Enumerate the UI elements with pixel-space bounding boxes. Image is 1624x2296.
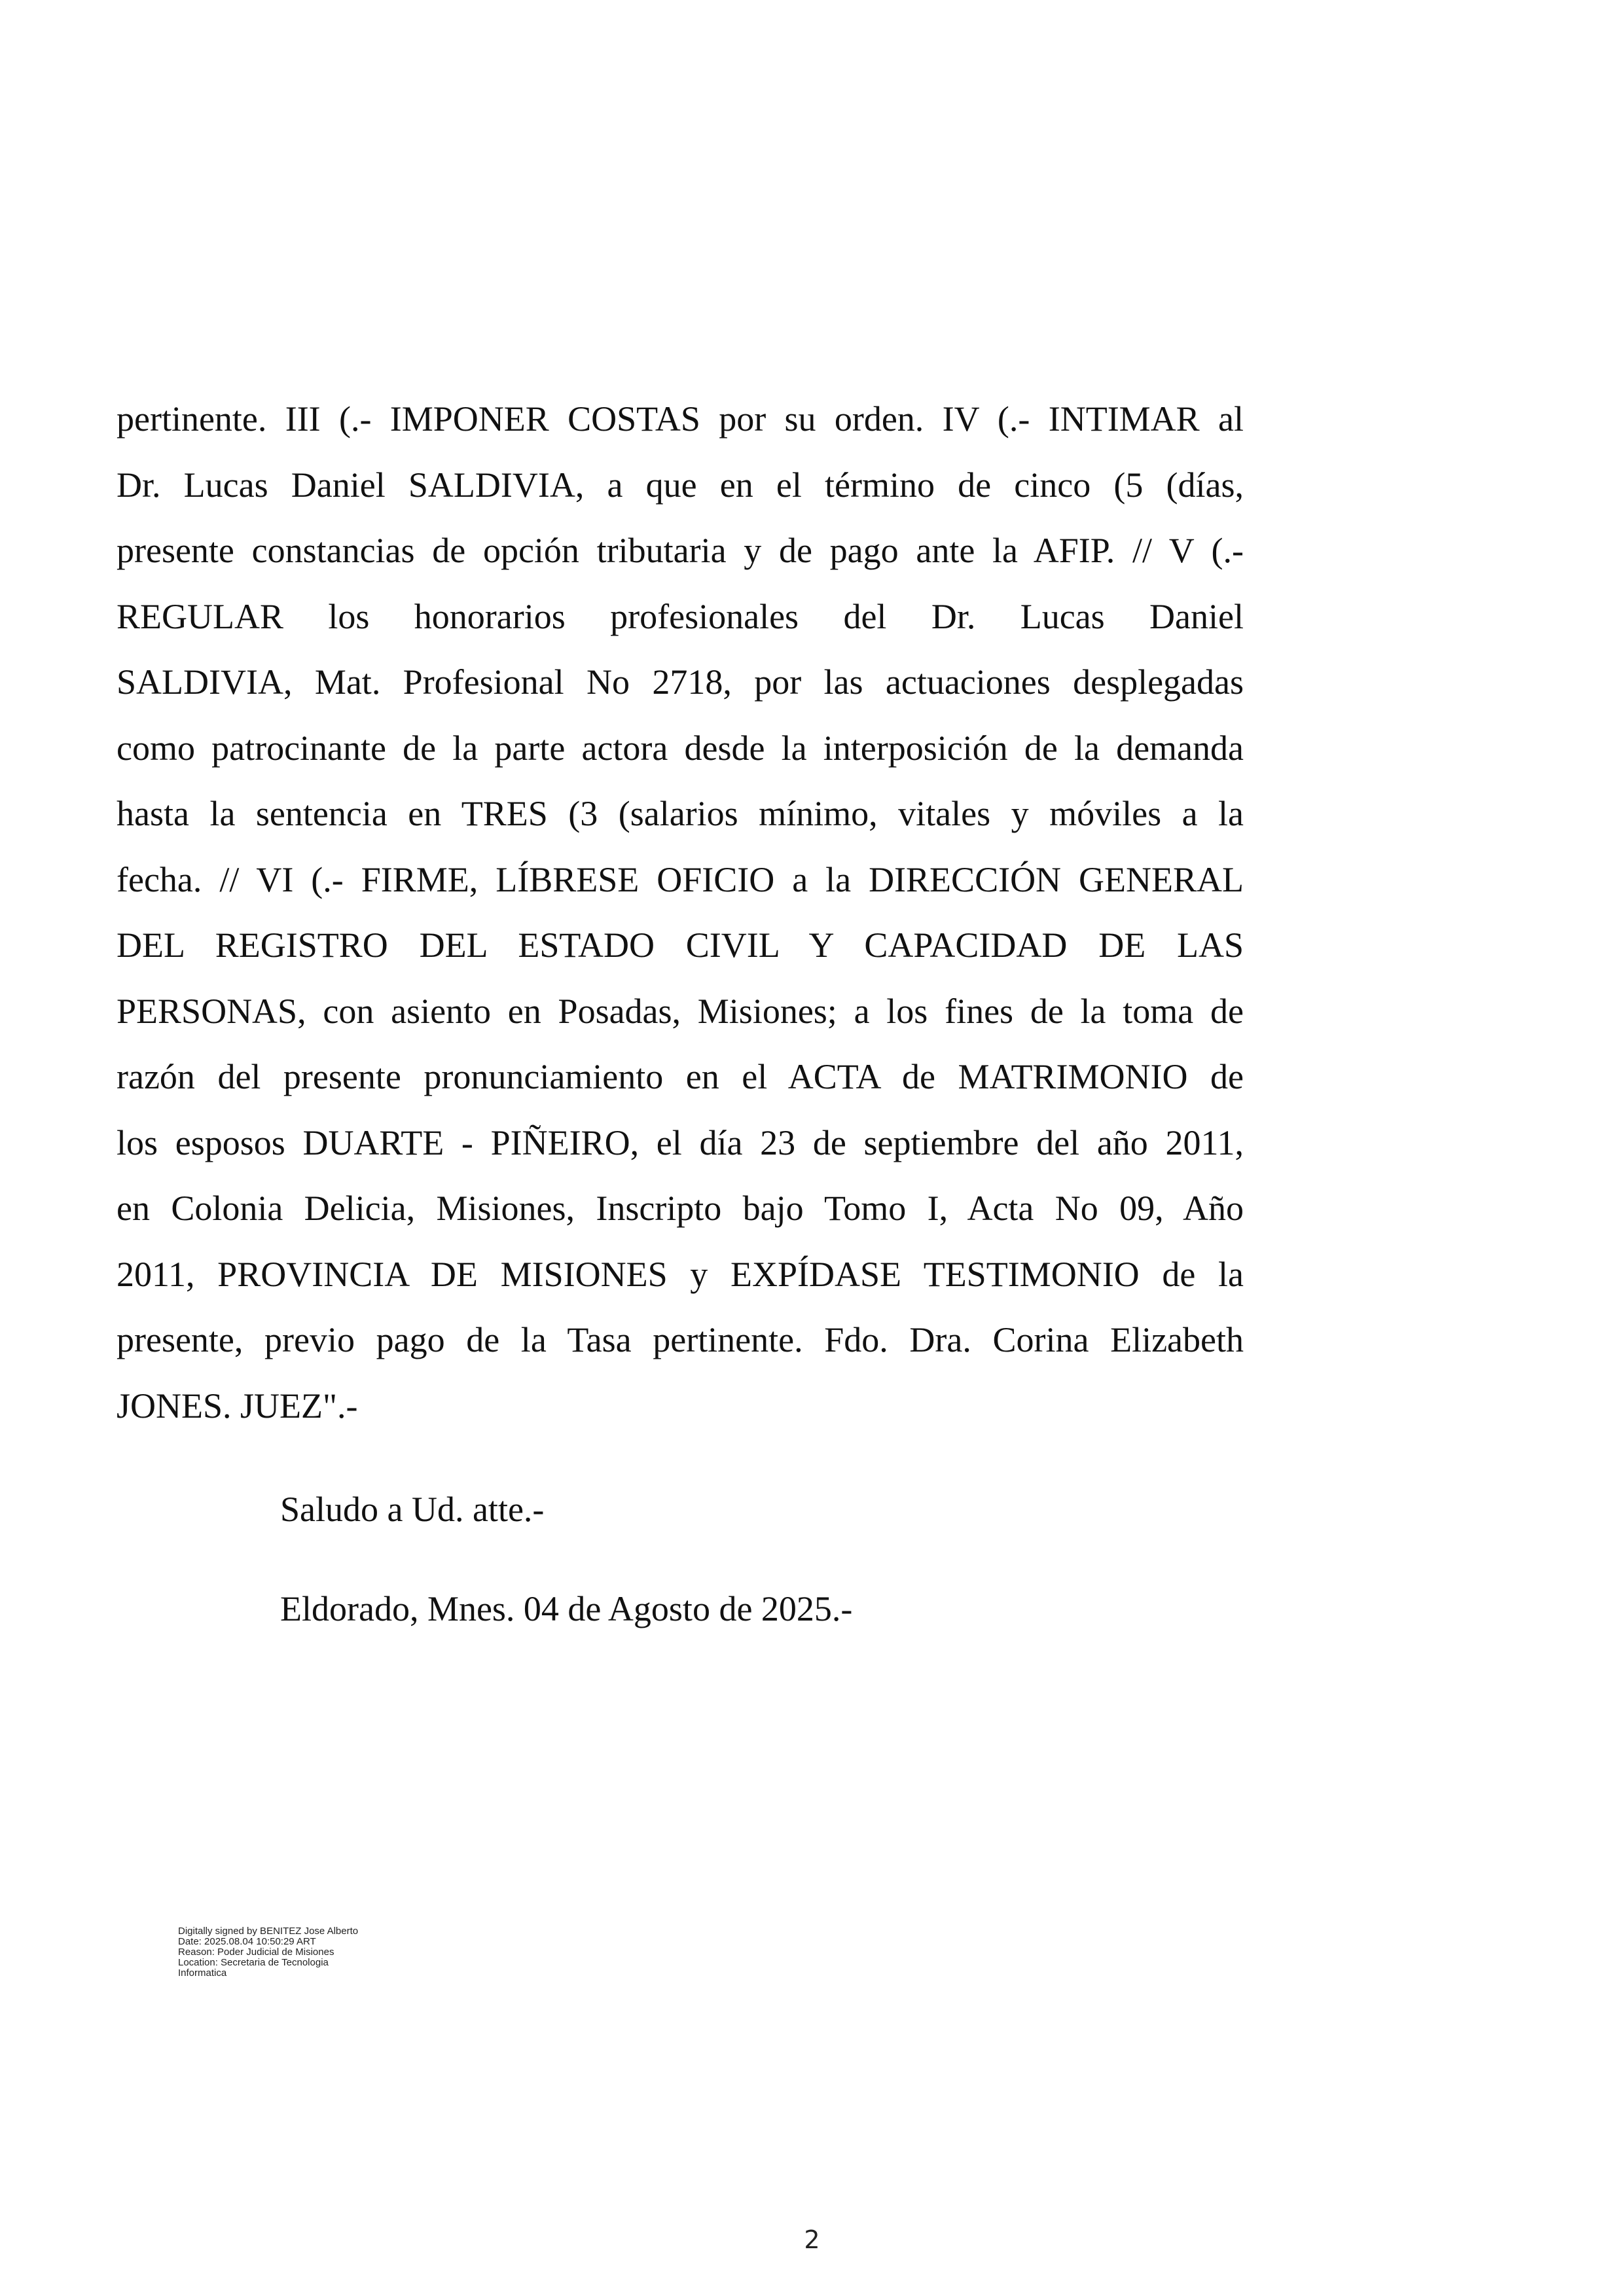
- body-line: presente, previo pago de la Tasa pertinente. Fdo. Dra. Corina Elizabeth: [117, 1320, 1244, 1359]
- body-line: PERSONAS, con asiento en Posadas, Misiones; a los fines de la toma de: [117, 991, 1244, 1031]
- signature-line: Location: Secretaria de Tecnologia: [178, 1957, 329, 1968]
- body-line: hasta la sentencia en TRES (3 (salarios mínimo, vitales y móviles a la: [117, 794, 1244, 833]
- body-line: en Colonia Delicia, Misiones, Inscripto bajo Tomo I, Acta No 09, Año: [117, 1189, 1244, 1228]
- signature-line: Informatica: [178, 1967, 227, 1979]
- body-line: razón del presente pronunciamiento en el ACTA de MATRIMONIO de: [117, 1057, 1244, 1096]
- closing-greeting: Saludo a Ud. atte.-: [280, 1490, 545, 1529]
- body-line: pertinente. III (.- IMPONER COSTAS por su orden. IV (.- INTIMAR al: [117, 399, 1244, 439]
- signature-line: Date: 2025.08.04 10:50:29 ART: [178, 1936, 316, 1947]
- body-line: fecha. // VI (.- FIRME, LÍBRESE OFICIO a la DIRECCIÓN GENERAL: [117, 859, 1244, 899]
- document-body: [117, 386, 1244, 1439]
- closing-dateline: Eldorado, Mnes. 04 de Agosto de 2025.-: [280, 1589, 853, 1628]
- body-line: REGULAR los honorarios profesionales del Dr. Lucas Daniel: [117, 596, 1244, 636]
- signature-line: Reason: Poder Judicial de Misiones: [178, 1946, 334, 1958]
- body-line: como patrocinante de la parte actora desde la interposición de la demanda: [117, 728, 1244, 768]
- body-line: Dr. Lucas Daniel SALDIVIA, a que en el término de cinco (5 (días,: [117, 465, 1244, 505]
- body-line: 2011, PROVINCIA DE MISIONES y EXPÍDASE TESTIMONIO de la: [117, 1254, 1244, 1294]
- body-line: SALDIVIA, Mat. Profesional No 2718, por las actuaciones desplegadas: [117, 662, 1244, 702]
- digital-signature-stamp: [178, 1926, 358, 1979]
- body-line: los esposos DUARTE - PIÑEIRO, el día 23 de septiembre del año 2011,: [117, 1122, 1244, 1162]
- body-line: presente constancias de opción tributaria y de pago ante la AFIP. // V (.-: [117, 531, 1244, 570]
- signature-line: Digitally signed by BENITEZ Jose Alberto: [178, 1926, 359, 1937]
- body-line: DEL REGISTRO DEL ESTADO CIVIL Y CAPACIDAD DE LAS: [117, 925, 1244, 965]
- page-number: 2: [804, 2225, 820, 2254]
- body-line: JONES. JUEZ".-: [117, 1386, 358, 1426]
